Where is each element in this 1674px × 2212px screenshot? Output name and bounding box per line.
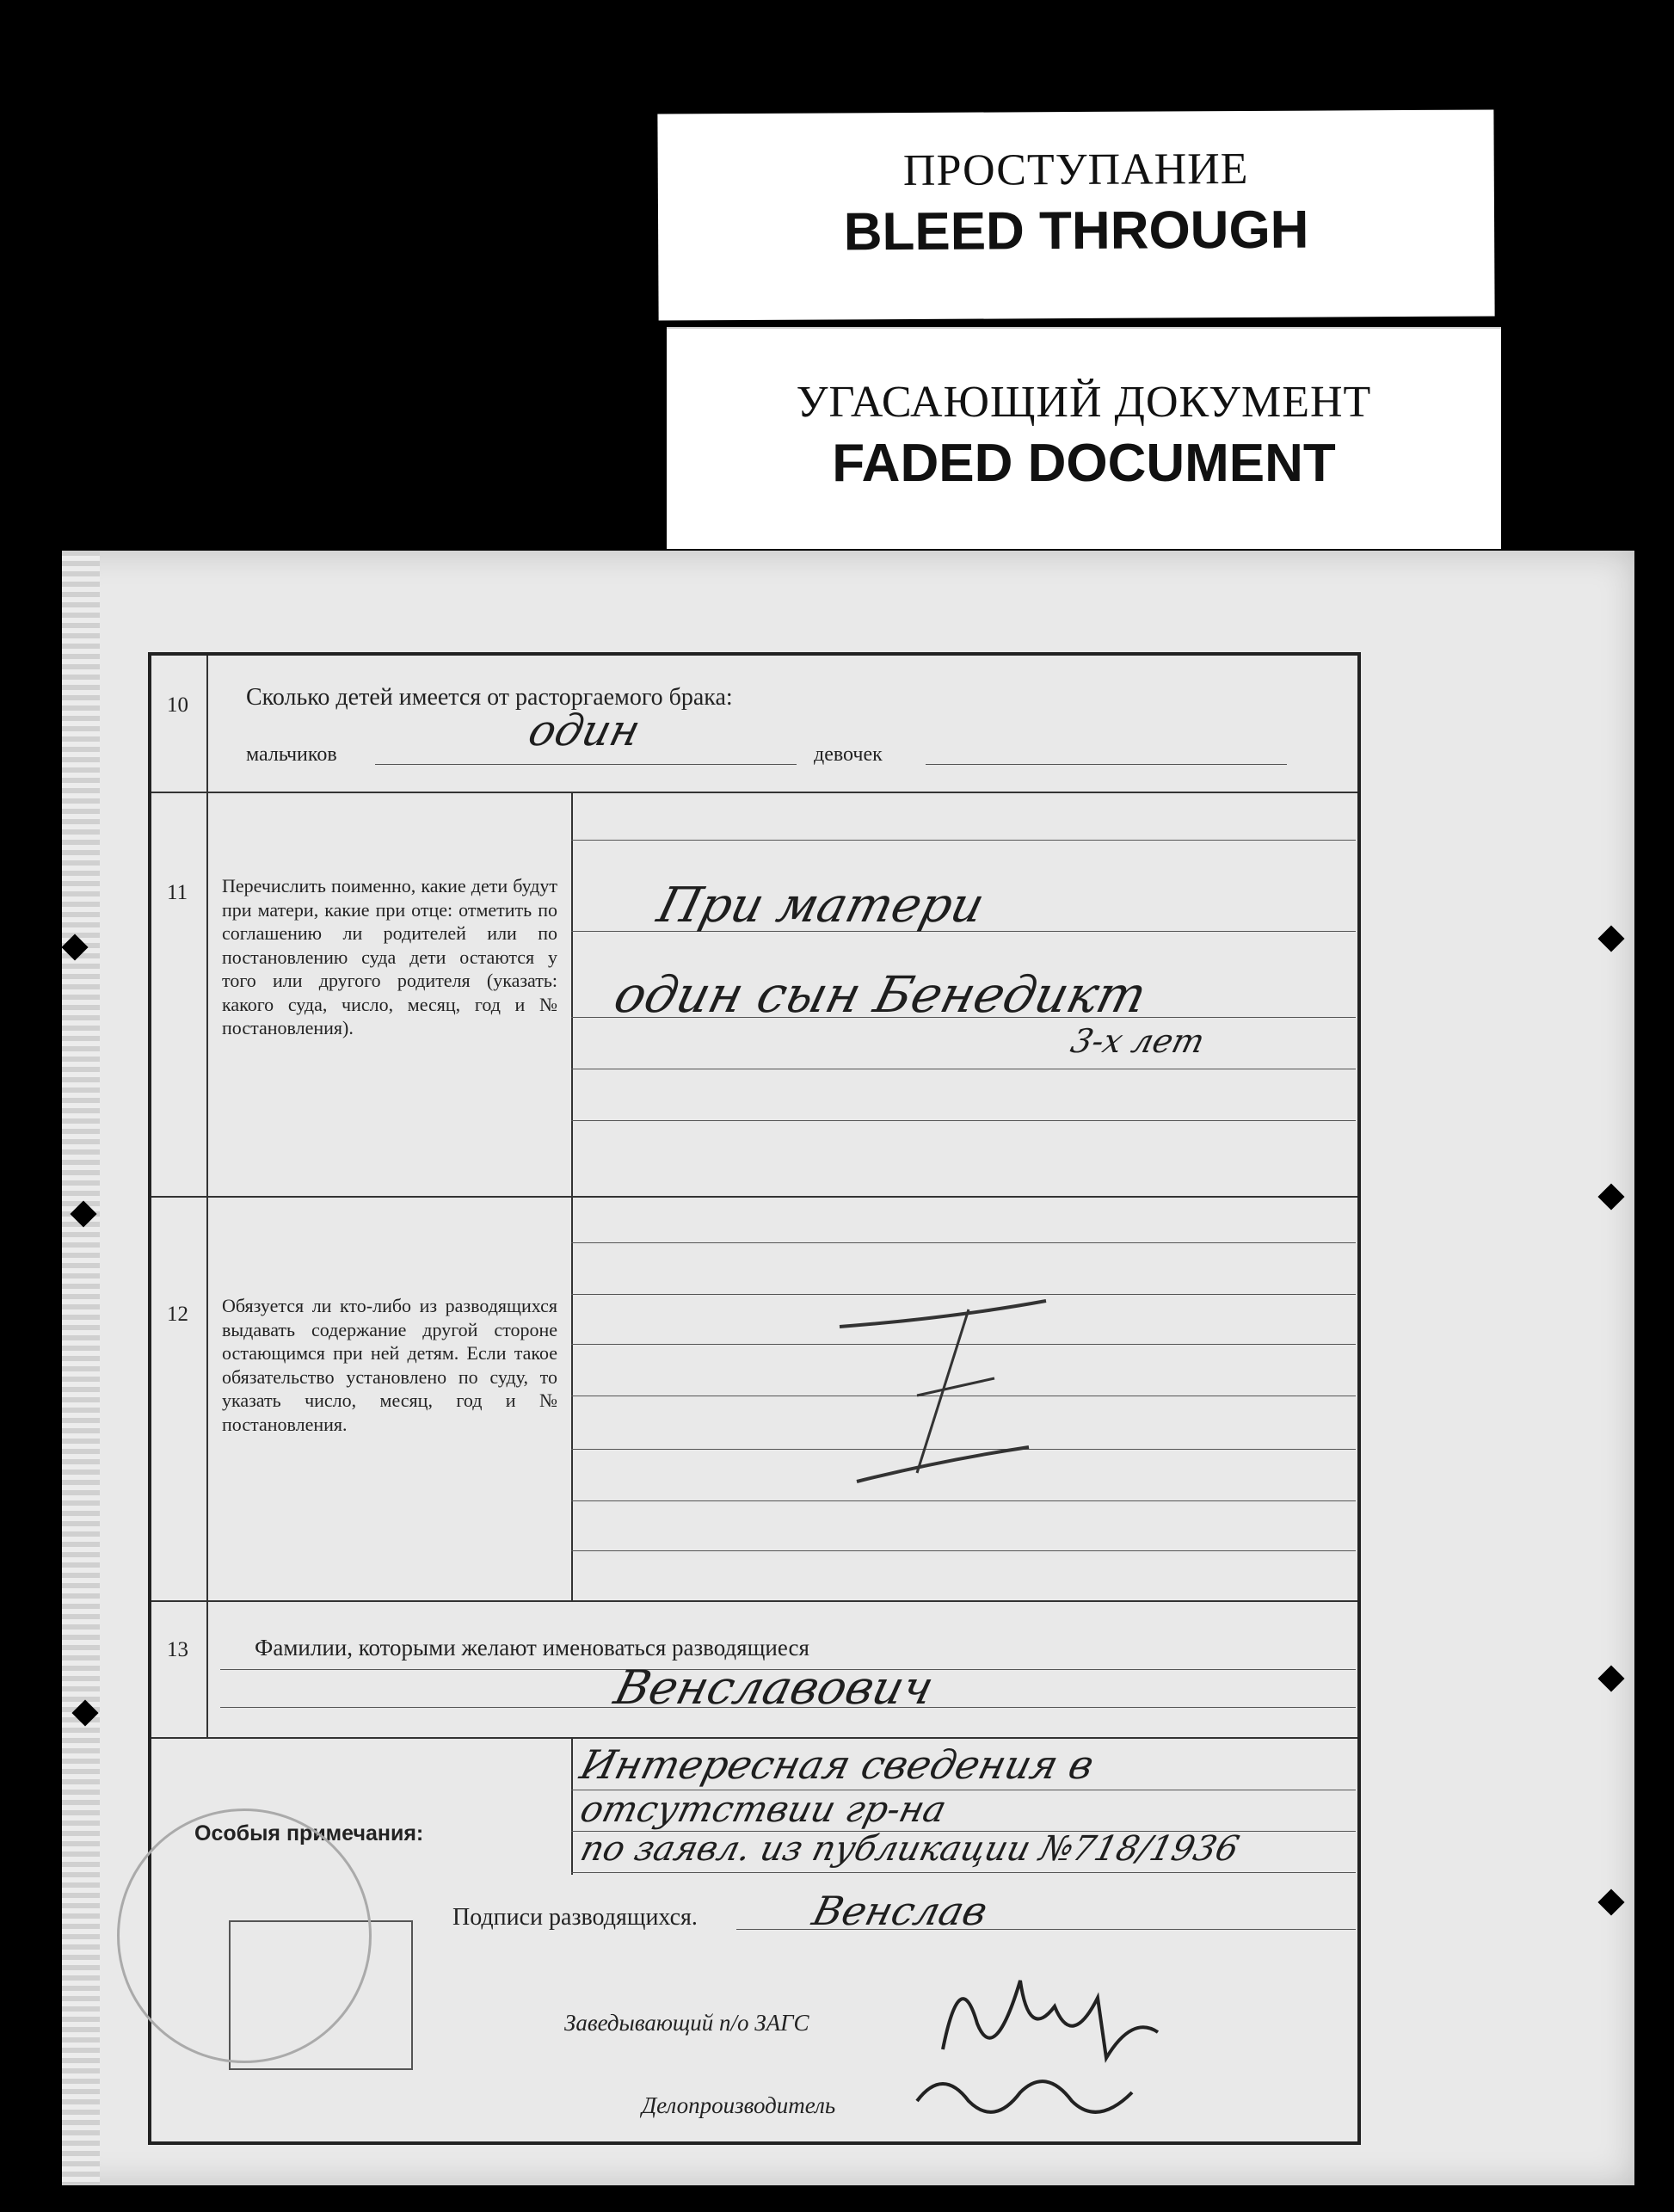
boys-value: один	[523, 705, 646, 755]
remarks-line1: Интересная сведения в	[575, 1741, 1099, 1788]
bleed-en-label: BLEED THROUGH	[843, 200, 1309, 262]
boys-label: мальчиков	[246, 743, 337, 766]
spouses-signature: Венслав	[808, 1888, 993, 1934]
form-frame	[148, 652, 1361, 2145]
section11-answer-line3: 3-х лет	[1067, 1022, 1209, 1060]
section-number: 13	[167, 1638, 188, 1661]
dash-mark	[822, 1275, 1080, 1516]
remarks-line2: отсутствии гр-на	[575, 1788, 951, 1830]
round-stamp	[117, 1808, 372, 2063]
spouses-signature-label: Подписи разводящихся.	[452, 1904, 698, 1931]
section12-question: Обязуется ли кто-либо из разводящихся выдавать содержание другой стороне остающимся при ней детям. Если такое обязательство установлено по суду, то указать число, месяц, год и № постановления.	[222, 1295, 557, 1435]
faded-en-label: FADED DOCUMENT	[832, 434, 1336, 493]
punch-hole-icon	[1597, 1889, 1624, 1915]
section13-question: Фамилии, которыми желают именоваться разводящиеся	[255, 1635, 809, 1661]
section-number: 12	[167, 1303, 188, 1326]
document-sheet	[62, 551, 1634, 2185]
bleed-through-tag	[657, 109, 1494, 320]
bleed-ru-label: ПРОСТУПАНИЕ	[902, 144, 1249, 196]
faded-ru-label: УГАСАЮЩИЙ ДОКУМЕНТ	[796, 378, 1372, 427]
girls-label: девочек	[814, 743, 883, 766]
section10-question: Сколько детей имеется от расторгаемого брака:	[246, 684, 733, 711]
clerk-label: Делопроизводитель	[642, 2092, 836, 2118]
section11-question: Перечислить поименно, какие дети будут при матери, какие при отце: отметить по соглашению ли родителей или по постановлению суда дети остаются у того или другого родителя (указать: какого суда, число, месяц, год и № постановления).	[222, 875, 557, 1038]
faded-document-tag	[667, 327, 1501, 549]
head-label: Заведывающий п/о ЗАГС	[564, 2010, 809, 2036]
section-number: 11	[167, 881, 188, 904]
section13-answer: Венславович	[609, 1661, 939, 1715]
torn-edge	[62, 551, 100, 2185]
remarks-line3: по заявл. из публикации №718/1936	[576, 1829, 1243, 1869]
section11-answer-line1: При матери	[651, 878, 990, 933]
punch-hole-icon	[1597, 1665, 1624, 1691]
punch-hole-icon	[1597, 925, 1624, 952]
section-number: 10	[167, 693, 188, 717]
punch-hole-icon	[1597, 1183, 1624, 1210]
remarks-label: Особыя примечания:	[194, 1821, 424, 1845]
clerk-signature	[908, 2041, 1166, 2144]
section11-answer-line2: один сын Бенедикт	[608, 965, 1153, 1024]
